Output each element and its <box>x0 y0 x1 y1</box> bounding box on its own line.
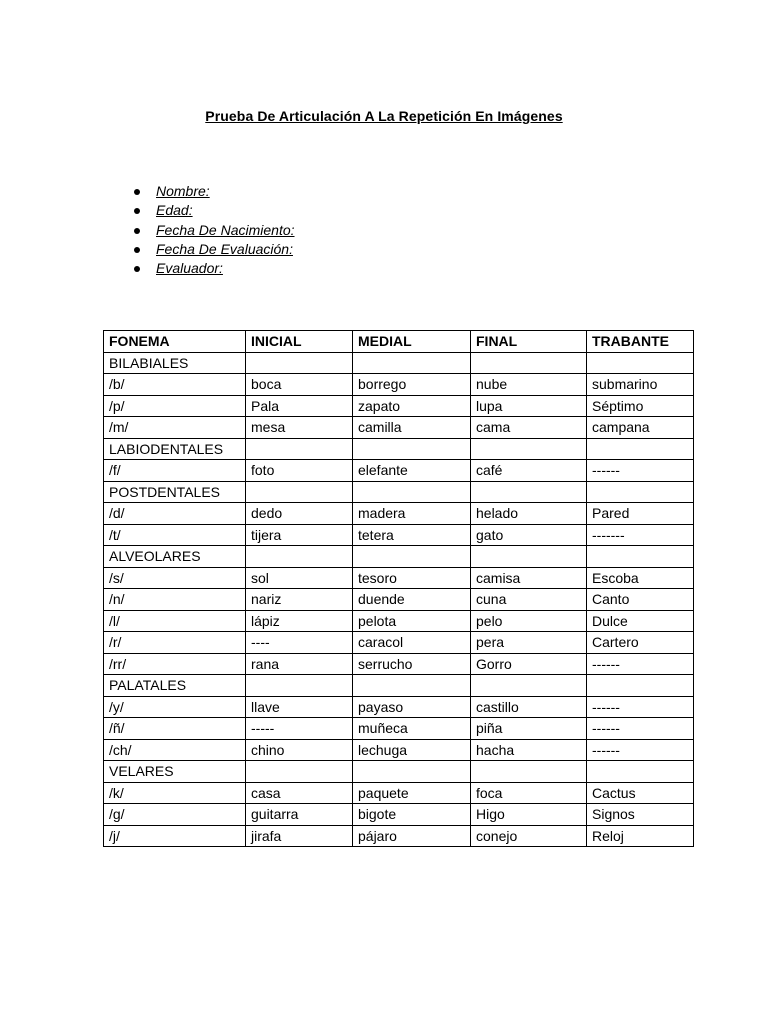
cell-fonema: /r/ <box>104 632 246 654</box>
cell-trabante: ------- <box>587 524 694 546</box>
cell-trabante: Signos <box>587 804 694 826</box>
cell-trabante: submarino <box>587 374 694 396</box>
cell-final: cuna <box>471 589 587 611</box>
table-row <box>104 460 694 482</box>
field-evaluador <box>134 259 295 278</box>
table-row <box>104 632 694 654</box>
table-row <box>104 567 694 589</box>
table-header-row <box>104 331 694 353</box>
cell-inicial: foto <box>246 460 353 482</box>
cell-medial: lechuga <box>353 739 471 761</box>
cell-trabante: Cactus <box>587 782 694 804</box>
cell-trabante: Cartero <box>587 632 694 654</box>
cell-inicial <box>246 675 353 697</box>
header-final: FINAL <box>471 331 587 353</box>
bullet-icon <box>134 208 140 214</box>
cell-medial: caracol <box>353 632 471 654</box>
cell-fonema: /l/ <box>104 610 246 632</box>
cell-final: conejo <box>471 825 587 847</box>
cell-fonema: /f/ <box>104 460 246 482</box>
cell-fonema: /s/ <box>104 567 246 589</box>
table-row <box>104 481 694 503</box>
cell-final: castillo <box>471 696 587 718</box>
field-fecha-evaluacion <box>134 240 295 259</box>
table-row <box>104 352 694 374</box>
bullet-icon <box>134 228 140 234</box>
cell-trabante: ------ <box>587 653 694 675</box>
cell-trabante <box>587 352 694 374</box>
table-body <box>104 352 694 847</box>
cell-inicial: tijera <box>246 524 353 546</box>
cell-medial <box>353 675 471 697</box>
cell-final: camisa <box>471 567 587 589</box>
cell-medial <box>353 438 471 460</box>
cell-trabante: Escoba <box>587 567 694 589</box>
cell-trabante <box>587 438 694 460</box>
cell-fonema: /d/ <box>104 503 246 525</box>
cell-final: lupa <box>471 395 587 417</box>
cell-final: café <box>471 460 587 482</box>
cell-fonema: /t/ <box>104 524 246 546</box>
table-row <box>104 653 694 675</box>
cell-fonema: /y/ <box>104 696 246 718</box>
cell-inicial: casa <box>246 782 353 804</box>
cell-trabante: Dulce <box>587 610 694 632</box>
cell-final: piña <box>471 718 587 740</box>
field-label: Fecha De Evaluación: <box>156 240 293 257</box>
field-label: Fecha De Nacimiento: <box>156 221 295 238</box>
table-row <box>104 589 694 611</box>
cell-medial: pelota <box>353 610 471 632</box>
cell-medial: duende <box>353 589 471 611</box>
table-row <box>104 395 694 417</box>
cell-fonema: BILABIALES <box>104 352 246 374</box>
field-fecha-nacimiento <box>134 221 295 240</box>
field-nombre <box>134 182 295 201</box>
header-fonema: FONEMA <box>104 331 246 353</box>
bullet-icon <box>134 247 140 253</box>
cell-medial <box>353 481 471 503</box>
field-label: Edad: <box>156 202 193 219</box>
cell-trabante <box>587 546 694 568</box>
cell-fonema: /ch/ <box>104 739 246 761</box>
cell-fonema: ALVEOLARES <box>104 546 246 568</box>
table-row <box>104 417 694 439</box>
table-row <box>104 718 694 740</box>
cell-medial: bigote <box>353 804 471 826</box>
field-edad <box>134 201 295 220</box>
header-inicial: INICIAL <box>246 331 353 353</box>
table-row <box>104 804 694 826</box>
cell-final <box>471 675 587 697</box>
cell-medial <box>353 761 471 783</box>
document-title: Prueba De Articulación A La Repetición En Imágenes <box>205 108 563 124</box>
cell-trabante: Reloj <box>587 825 694 847</box>
cell-inicial: sol <box>246 567 353 589</box>
cell-fonema: /b/ <box>104 374 246 396</box>
cell-final <box>471 481 587 503</box>
table-row <box>104 438 694 460</box>
table-row <box>104 503 694 525</box>
header-medial: MEDIAL <box>353 331 471 353</box>
cell-trabante: ------ <box>587 696 694 718</box>
cell-final <box>471 438 587 460</box>
cell-final: helado <box>471 503 587 525</box>
cell-final: foca <box>471 782 587 804</box>
cell-fonema: /n/ <box>104 589 246 611</box>
cell-medial: pájaro <box>353 825 471 847</box>
table-header <box>104 331 694 353</box>
cell-fonema: PALATALES <box>104 675 246 697</box>
cell-trabante <box>587 675 694 697</box>
table-row <box>104 739 694 761</box>
cell-inicial: nariz <box>246 589 353 611</box>
cell-final <box>471 546 587 568</box>
cell-medial: payaso <box>353 696 471 718</box>
cell-inicial: boca <box>246 374 353 396</box>
cell-final: nube <box>471 374 587 396</box>
cell-inicial: ---- <box>246 632 353 654</box>
cell-inicial: lápiz <box>246 610 353 632</box>
cell-medial: borrego <box>353 374 471 396</box>
articulation-table <box>103 330 694 847</box>
table-row <box>104 546 694 568</box>
cell-fonema: /rr/ <box>104 653 246 675</box>
table-row <box>104 782 694 804</box>
cell-fonema: /j/ <box>104 825 246 847</box>
cell-inicial <box>246 546 353 568</box>
cell-medial: paquete <box>353 782 471 804</box>
cell-medial: tetera <box>353 524 471 546</box>
cell-fonema: POSTDENTALES <box>104 481 246 503</box>
field-label: Evaluador: <box>156 260 223 277</box>
cell-fonema: VELARES <box>104 761 246 783</box>
cell-inicial <box>246 352 353 374</box>
header-trabante: TRABANTE <box>587 331 694 353</box>
cell-final: Gorro <box>471 653 587 675</box>
cell-fonema: /m/ <box>104 417 246 439</box>
cell-final <box>471 761 587 783</box>
cell-fonema: /k/ <box>104 782 246 804</box>
cell-inicial: chino <box>246 739 353 761</box>
cell-trabante: ------ <box>587 460 694 482</box>
table-row <box>104 825 694 847</box>
cell-inicial: Pala <box>246 395 353 417</box>
table-row <box>104 761 694 783</box>
cell-inicial: mesa <box>246 417 353 439</box>
cell-final: Higo <box>471 804 587 826</box>
cell-final: gato <box>471 524 587 546</box>
table-row <box>104 374 694 396</box>
bullet-icon <box>134 189 140 195</box>
cell-medial: elefante <box>353 460 471 482</box>
cell-inicial: ----- <box>246 718 353 740</box>
cell-inicial: dedo <box>246 503 353 525</box>
cell-medial: muñeca <box>353 718 471 740</box>
table-row <box>104 610 694 632</box>
cell-inicial: llave <box>246 696 353 718</box>
cell-inicial: jirafa <box>246 825 353 847</box>
cell-fonema: /ñ/ <box>104 718 246 740</box>
field-label: Nombre: <box>156 183 210 199</box>
cell-final: pera <box>471 632 587 654</box>
cell-trabante: ------ <box>587 739 694 761</box>
table-row <box>104 524 694 546</box>
cell-fonema: /g/ <box>104 804 246 826</box>
cell-medial: madera <box>353 503 471 525</box>
cell-fonema: LABIODENTALES <box>104 438 246 460</box>
cell-inicial <box>246 761 353 783</box>
table-row <box>104 675 694 697</box>
table-row <box>104 696 694 718</box>
cell-trabante: ------ <box>587 718 694 740</box>
cell-trabante: campana <box>587 417 694 439</box>
cell-trabante <box>587 761 694 783</box>
cell-medial: zapato <box>353 395 471 417</box>
cell-medial: camilla <box>353 417 471 439</box>
cell-trabante: Séptimo <box>587 395 694 417</box>
bullet-icon <box>134 266 140 272</box>
patient-fields-list <box>134 182 295 278</box>
cell-medial <box>353 352 471 374</box>
cell-medial <box>353 546 471 568</box>
cell-medial: tesoro <box>353 567 471 589</box>
cell-medial: serrucho <box>353 653 471 675</box>
cell-final: cama <box>471 417 587 439</box>
cell-final <box>471 352 587 374</box>
cell-final: hacha <box>471 739 587 761</box>
cell-inicial: guitarra <box>246 804 353 826</box>
cell-trabante <box>587 481 694 503</box>
cell-fonema: /p/ <box>104 395 246 417</box>
cell-inicial: rana <box>246 653 353 675</box>
cell-trabante: Canto <box>587 589 694 611</box>
cell-inicial <box>246 438 353 460</box>
cell-trabante: Pared <box>587 503 694 525</box>
cell-inicial <box>246 481 353 503</box>
cell-final: pelo <box>471 610 587 632</box>
